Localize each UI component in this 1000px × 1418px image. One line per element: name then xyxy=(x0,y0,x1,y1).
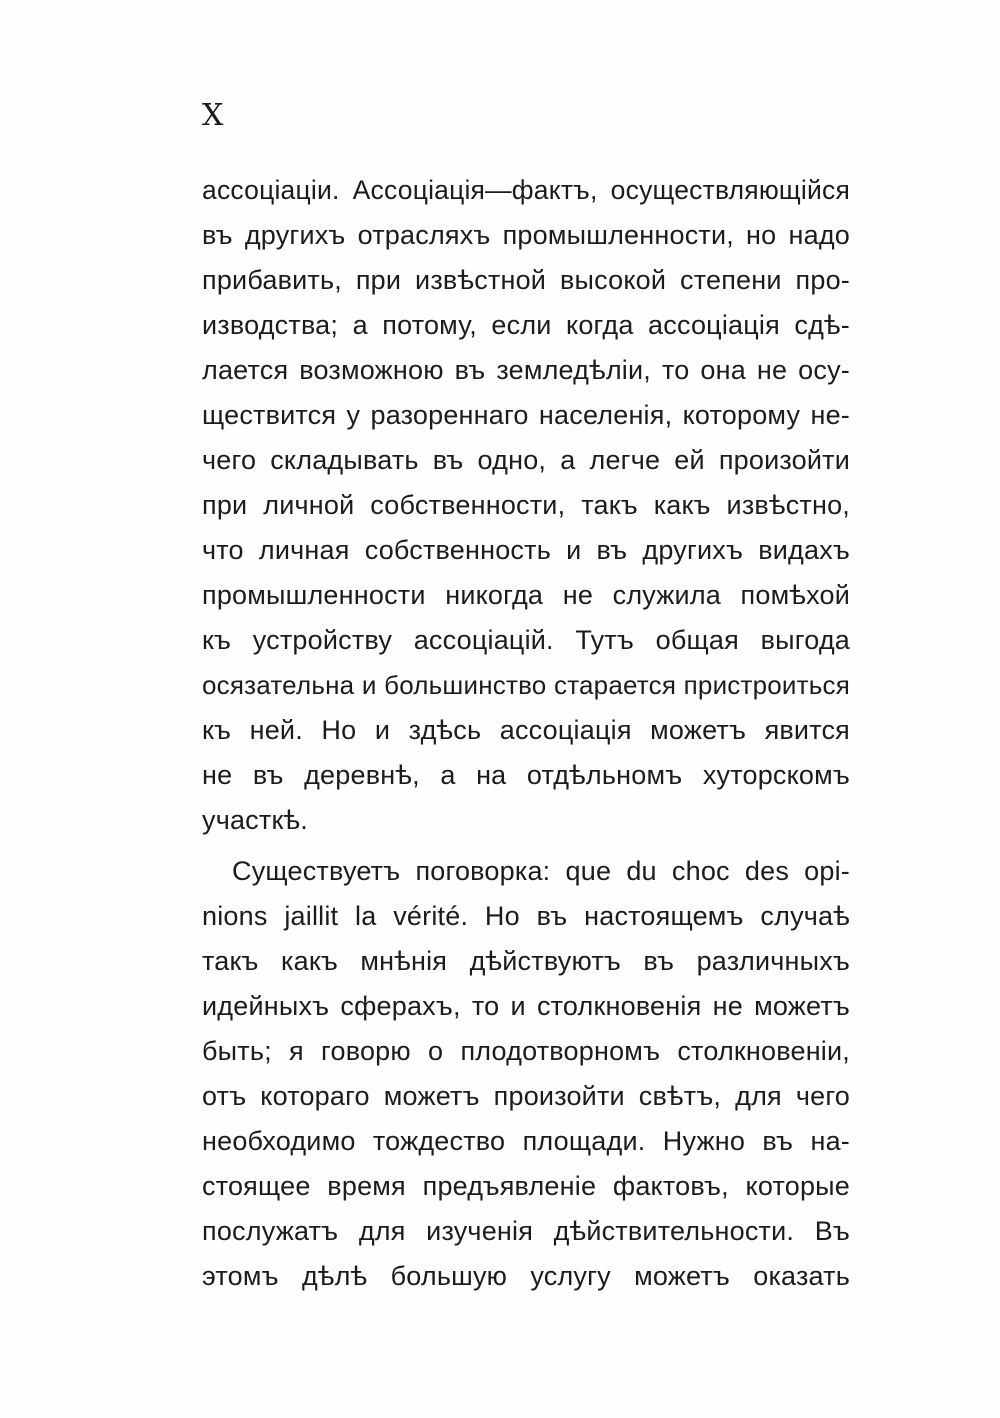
text-line: прибавить, при извѣстной высокой степени про- xyxy=(202,265,850,295)
text-line: необходимо тождество площади. Нужно въ на- xyxy=(202,1126,850,1156)
text-line: участкѣ. xyxy=(202,805,308,835)
text-line: промышленности никогда не служила помѣхой xyxy=(202,580,850,610)
text-line: къ ней. Но и здѣсь ассоцiацiя можетъ явится xyxy=(202,715,850,745)
text-line: не въ деревнѣ, а на отдѣльномъ хуторскомъ xyxy=(202,760,850,790)
text-line: быть; я говорю о плодотворномъ столкновенiи, xyxy=(202,1036,850,1066)
text-line: изводства; а потому, если когда ассоцiацiя сдѣ- xyxy=(202,310,850,340)
page-number: X xyxy=(202,98,224,133)
paragraph-2 xyxy=(202,849,850,1299)
text-line: отъ котораго можетъ произойти свѣтъ, для чего xyxy=(202,1081,850,1111)
text-line: такъ какъ мнѣнiя дѣйствуютъ въ различныхъ xyxy=(202,946,850,976)
text-line: ществится у разореннаго населенiя, которому не- xyxy=(202,400,850,430)
text-line: въ другихъ отрасляхъ промышленности, но надо xyxy=(202,220,850,250)
text-line: nions jaillit la vérité. Но въ настоящемъ случаѣ xyxy=(202,901,850,931)
text-line: стоящее время предъявленiе фактовъ, которые xyxy=(202,1171,850,1201)
paragraph-1 xyxy=(202,168,850,843)
text-line: ассоцiацiи. Ассоцiацiя—фактъ, осуществляющiйся xyxy=(202,175,850,205)
text-line: Существуетъ поговорка: que du choc des opi- xyxy=(232,856,850,886)
text-line: при личной собственности, такъ какъ извѣстно, xyxy=(202,490,850,520)
text-line: этомъ дѣлѣ большую услугу можетъ оказать xyxy=(202,1261,850,1291)
text-line: лается возможною въ земледѣлiи, то она не осу- xyxy=(202,355,850,385)
text-line: послужатъ для изученiя дѣйствительности. Въ xyxy=(202,1216,850,1246)
text-line: къ устройству ассоцiацiй. Тутъ общая выгода xyxy=(202,625,850,655)
text-line: идейныхъ сферахъ, то и столкновенiя не можетъ xyxy=(202,991,850,1021)
text-line: чего складывать въ одно, а легче ей произойти xyxy=(202,445,850,475)
text-line: осязательна и большинство старается пристроиться xyxy=(202,670,850,700)
body-text xyxy=(202,168,850,1299)
text-line: что личная собственность и въ другихъ видахъ xyxy=(202,535,850,565)
